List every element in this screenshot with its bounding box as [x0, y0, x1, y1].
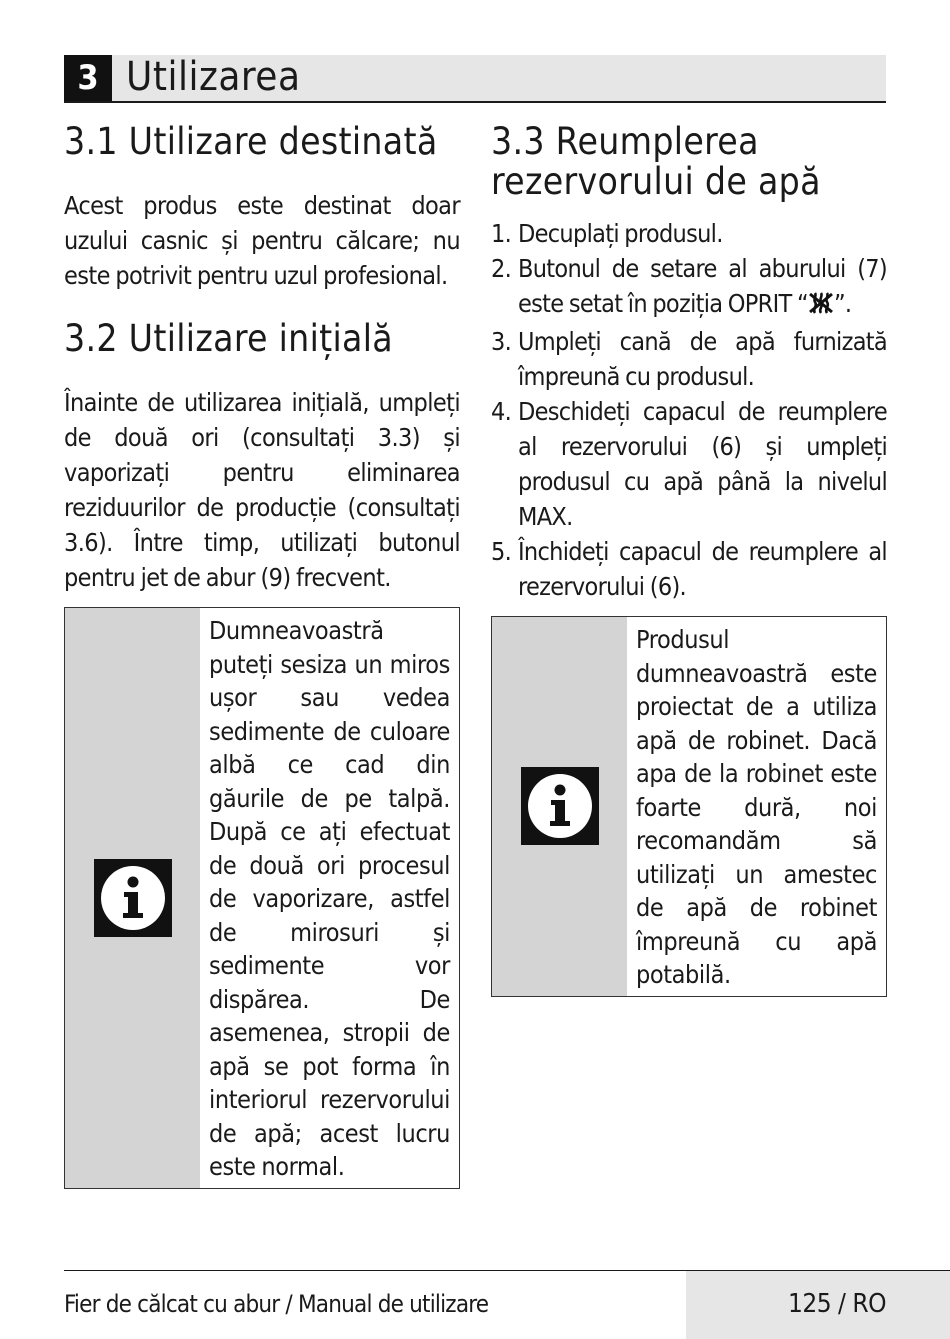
refill-steps-list	[491, 216, 887, 604]
list-item	[491, 324, 887, 394]
section-3-1-body: Acest produs este destinat doar uzului casnic și pentru călcare; nu este potrivit pentru uzul profesional.	[64, 191, 460, 290]
section-3-2-body: Înainte de utilizarea inițială, umpleți de două ori (consultați 3.3) și vaporizați pentru eliminarea reziduurilor de producție (consultați 3.6). Între timp, utilizați butonul pentru jet de abur (9) frecvent.	[64, 388, 460, 592]
right-column	[491, 122, 887, 997]
list-item	[491, 251, 887, 324]
step-text: Deschideți capacul de reumplere al rezervorului (6) și umpleți produsul cu apă până la nivelul MAX.	[518, 397, 887, 531]
step-text: Butonul de setare al aburului (7) este setat în poziția OPRIT “	[518, 254, 887, 318]
note-text-water-type: Produsul dumneavoastră este proiectat de a utiliza apă de robinet. Dacă apa de la robinet este foarte dură, noi recomandăm să utilizați un amestec de apă de robinet împreună cu apă potabilă.	[636, 625, 877, 989]
list-item	[491, 394, 887, 534]
note-icon-cell	[492, 617, 627, 996]
left-column	[64, 122, 460, 1189]
step-number: 3.	[491, 327, 512, 356]
step-number: 1.	[491, 219, 512, 248]
section-3-1-title: 3.1 Utilizare destinată	[64, 120, 438, 163]
footer-manual-title: Fier de călcat cu abur / Manual de utilizare	[64, 1290, 489, 1318]
section-3-3-title: 3.3 Reumplerea rezervorului de apă	[491, 120, 821, 203]
note-box-water-type	[491, 616, 887, 997]
section-3-2-title: 3.2 Utilizare inițială	[64, 317, 393, 360]
list-item	[491, 534, 887, 604]
step-text: Umpleți cană de apă furnizată împreună cu produsul.	[518, 327, 887, 391]
note-icon-cell	[65, 608, 200, 1188]
steam-off-icon	[808, 289, 834, 324]
step-text: Închideți capacul de reumplere al rezervorului (6).	[518, 537, 887, 601]
note-text-initial-use: Dumneavoastră puteți sesiza un miros ușor sau vedea sedimente de culoare albă ce cad din găurile de pe talpă. După ce ați efectuat de două ori procesul de vaporizare, astfel de mirosuri și sedimente vor dispărea. De asemenea, stropii de apă se pot forma în interiorul rezervorului de apă; acest lucru este normal.	[209, 616, 450, 1181]
step-number: 2.	[491, 254, 512, 283]
note-box-initial-use	[64, 607, 460, 1189]
list-item	[491, 216, 887, 251]
step-number: 5.	[491, 537, 512, 566]
info-icon	[94, 859, 172, 937]
footer-page-box	[686, 1271, 950, 1339]
info-icon	[521, 767, 599, 845]
chapter-title: Utilizarea	[126, 54, 301, 100]
chapter-header	[64, 55, 886, 103]
step-text-end: ”.	[833, 289, 852, 318]
step-text: Decuplați produsul.	[518, 219, 723, 248]
page-number: 125 / RO	[787, 1289, 886, 1319]
chapter-number: 3	[64, 55, 112, 101]
step-number: 4.	[491, 397, 512, 426]
